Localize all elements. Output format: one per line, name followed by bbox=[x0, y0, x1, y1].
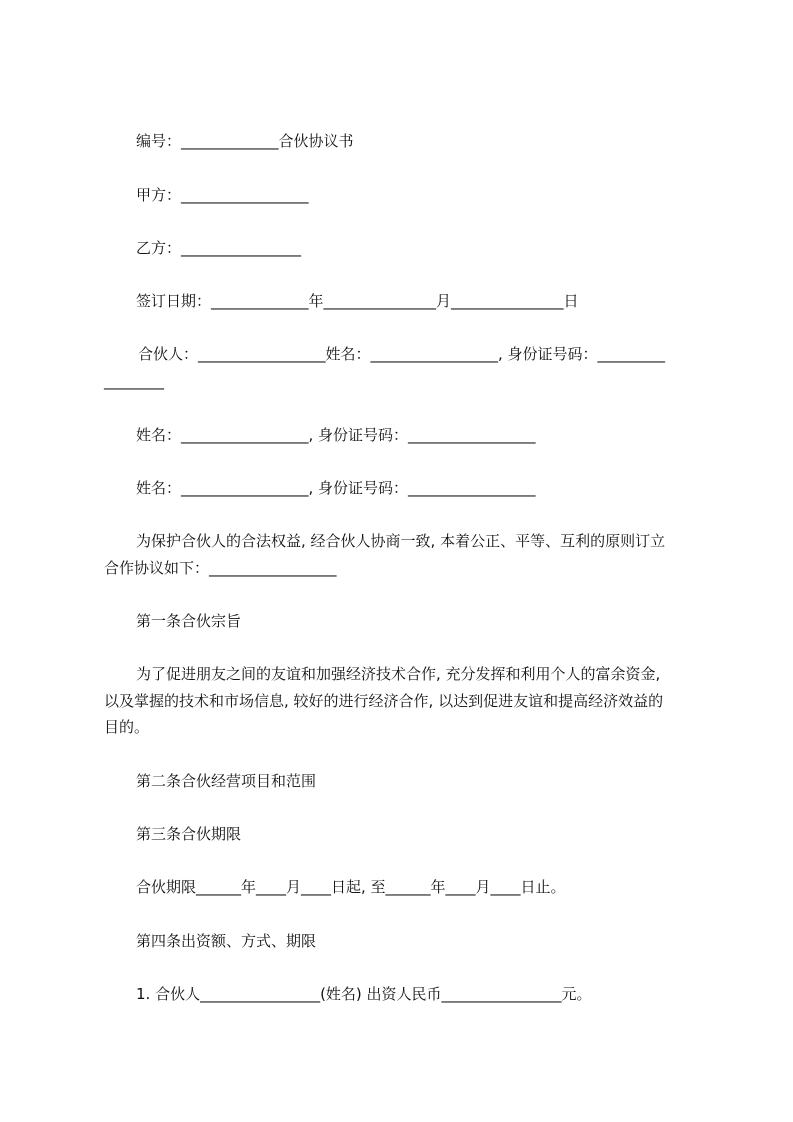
preamble-line-1: 为保护合伙人的合法权益, 经合伙人协商一致, 本着公正、平等、互利的原则订立 bbox=[136, 532, 666, 550]
partner-line-3: 姓名：_________________, 身份证号码：_________________ bbox=[136, 479, 536, 497]
article-1-body-line-2: 以及掌握的技术和市场信息, 较好的进行经济合作, 以达到促进友谊和提高经济效益的 bbox=[104, 692, 664, 710]
article-2-heading: 第二条合伙经营项目和范围 bbox=[136, 772, 317, 790]
party-b-line: 乙方：________________ bbox=[136, 239, 302, 257]
party-a-line: 甲方：_________________ bbox=[136, 186, 309, 204]
article-1-body-line-1: 为了促进朋友之间的友谊和加强经济技术合作, 充分发挥和利用个人的富余资金, bbox=[136, 665, 661, 683]
signing-date-line: 签订日期：_____________年_______________月_______________日 bbox=[136, 292, 579, 310]
article-4-heading: 第四条出资额、方式、期限 bbox=[136, 932, 317, 950]
contract-number-line: 编号：_____________合伙协议书 bbox=[136, 132, 354, 150]
article-1-heading: 第一条合伙宗旨 bbox=[136, 612, 242, 630]
partner-line-2: 姓名：_________________, 身份证号码：_________________ bbox=[136, 426, 536, 444]
partnership-term-line: 合伙期限______年____月____日起, 至______年____月____日止。 bbox=[136, 878, 566, 896]
partner-line-1-continued: ________ bbox=[104, 372, 164, 390]
article-1-body-line-3: 目的。 bbox=[104, 718, 150, 736]
contribution-item-1: 1. 合伙人________________(姓名) 出资人民币________________元。 bbox=[136, 985, 592, 1003]
preamble-line-2: 合作协议如下：_________________ bbox=[104, 559, 337, 577]
partner-line-1: 合伙人：_________________姓名：_________________, 身份证号码：_________ bbox=[138, 345, 666, 363]
article-3-heading: 第三条合伙期限 bbox=[136, 825, 242, 843]
